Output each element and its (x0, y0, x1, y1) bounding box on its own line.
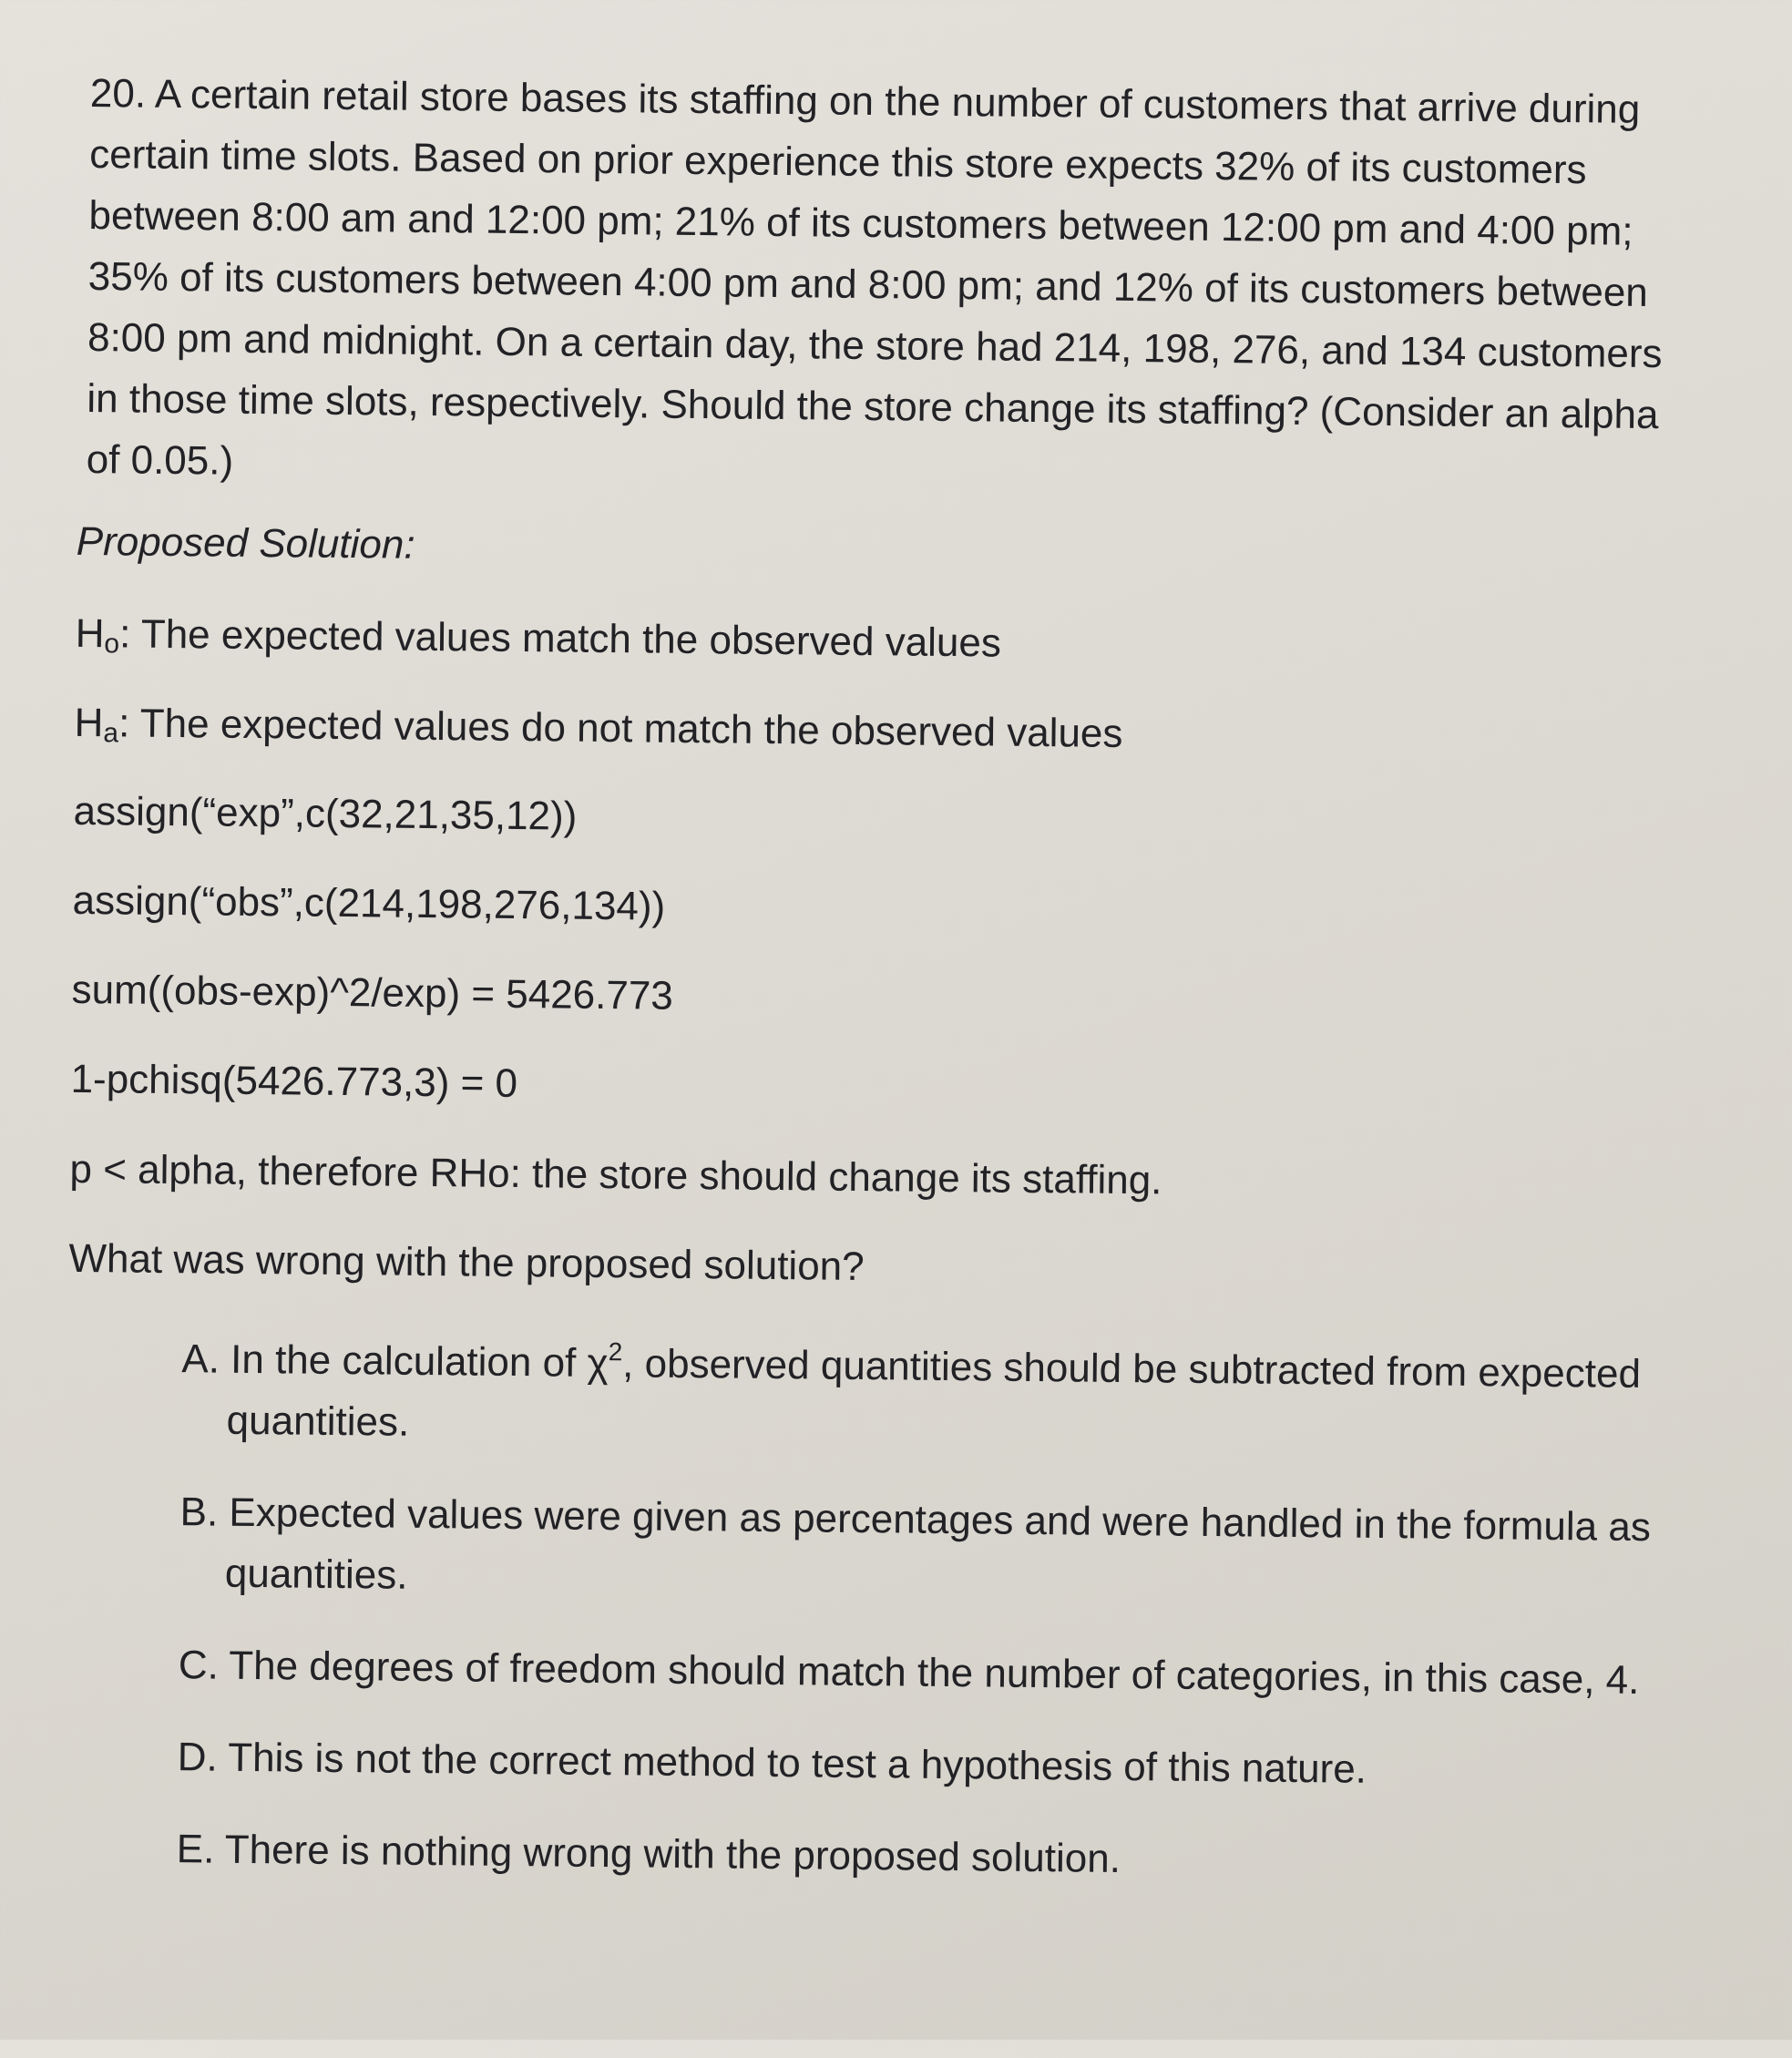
proposed-solution-heading: Proposed Solution: (76, 518, 415, 568)
conclusion-text: p < alpha, therefore RHo: the store should change its staffing. (69, 1146, 1162, 1203)
code-line-exp: assign(“exp”,c(32,21,35,12)) (73, 788, 578, 839)
option-a[interactable] (180, 1316, 1675, 1466)
question-number: 20. (89, 71, 147, 117)
question-body: A certain retail store bases its staffing on the number of customers that arrive during certain time slots. Based on prior experience this store expects 32% of its customers between 8:00 am and 12:00 pm; 21% of its customers between 12:00 pm and 4:00 pm; 35% of its customers between 4:00 pm and 8:00 pm; and 12% of its customers between 8:00 pm and midnight. On a certain day, the store had 214, 198, 276, and 134 customers in those time slots, respectively. Should the store change its staffing? (Consider an alpha of 0.05.) (86, 71, 1663, 484)
h0-label: H (75, 610, 105, 657)
option-a-text-end: , observed quantities should be subtracted from expected quantities. (226, 1341, 1642, 1445)
code-line-obs: assign(“obs”,c(214,198,276,134)) (72, 877, 666, 929)
option-d[interactable]: D. This is not the correct method to test a hypothesis of this nature. (177, 1735, 1367, 1792)
code-line-pchisq: 1-pchisq(5426.773,3) = 0 (70, 1056, 518, 1107)
code-line-sum: sum((obs-exp)^2/exp) = 5426.773 (71, 967, 674, 1019)
ha-text: : The expected values do not match the observed values (118, 701, 1123, 756)
ha-subscript: a (103, 718, 119, 749)
chi-squared-superscript: 2 (608, 1337, 623, 1367)
alternative-hypothesis (74, 698, 1122, 770)
h0-subscript: o (104, 629, 120, 660)
option-a-text-start: A. In the calculation of χ (181, 1336, 609, 1387)
ha-label: H (74, 700, 104, 746)
question-text (86, 63, 1694, 507)
h0-text: : The expected values match the observed values (118, 611, 1002, 666)
option-e[interactable]: E. There is nothing wrong with the proposed solution. (176, 1827, 1121, 1881)
option-b[interactable]: B. Expected values were given as percentages and were handled in the formula as quantities. (179, 1490, 1652, 1598)
answer-options (176, 1316, 1676, 1926)
option-c[interactable]: C. The degrees of freedom should match the number of categories, in this case, 4. (178, 1643, 1640, 1703)
question-prompt: What was wrong with the proposed solution? (68, 1235, 865, 1290)
null-hypothesis (75, 609, 1001, 680)
